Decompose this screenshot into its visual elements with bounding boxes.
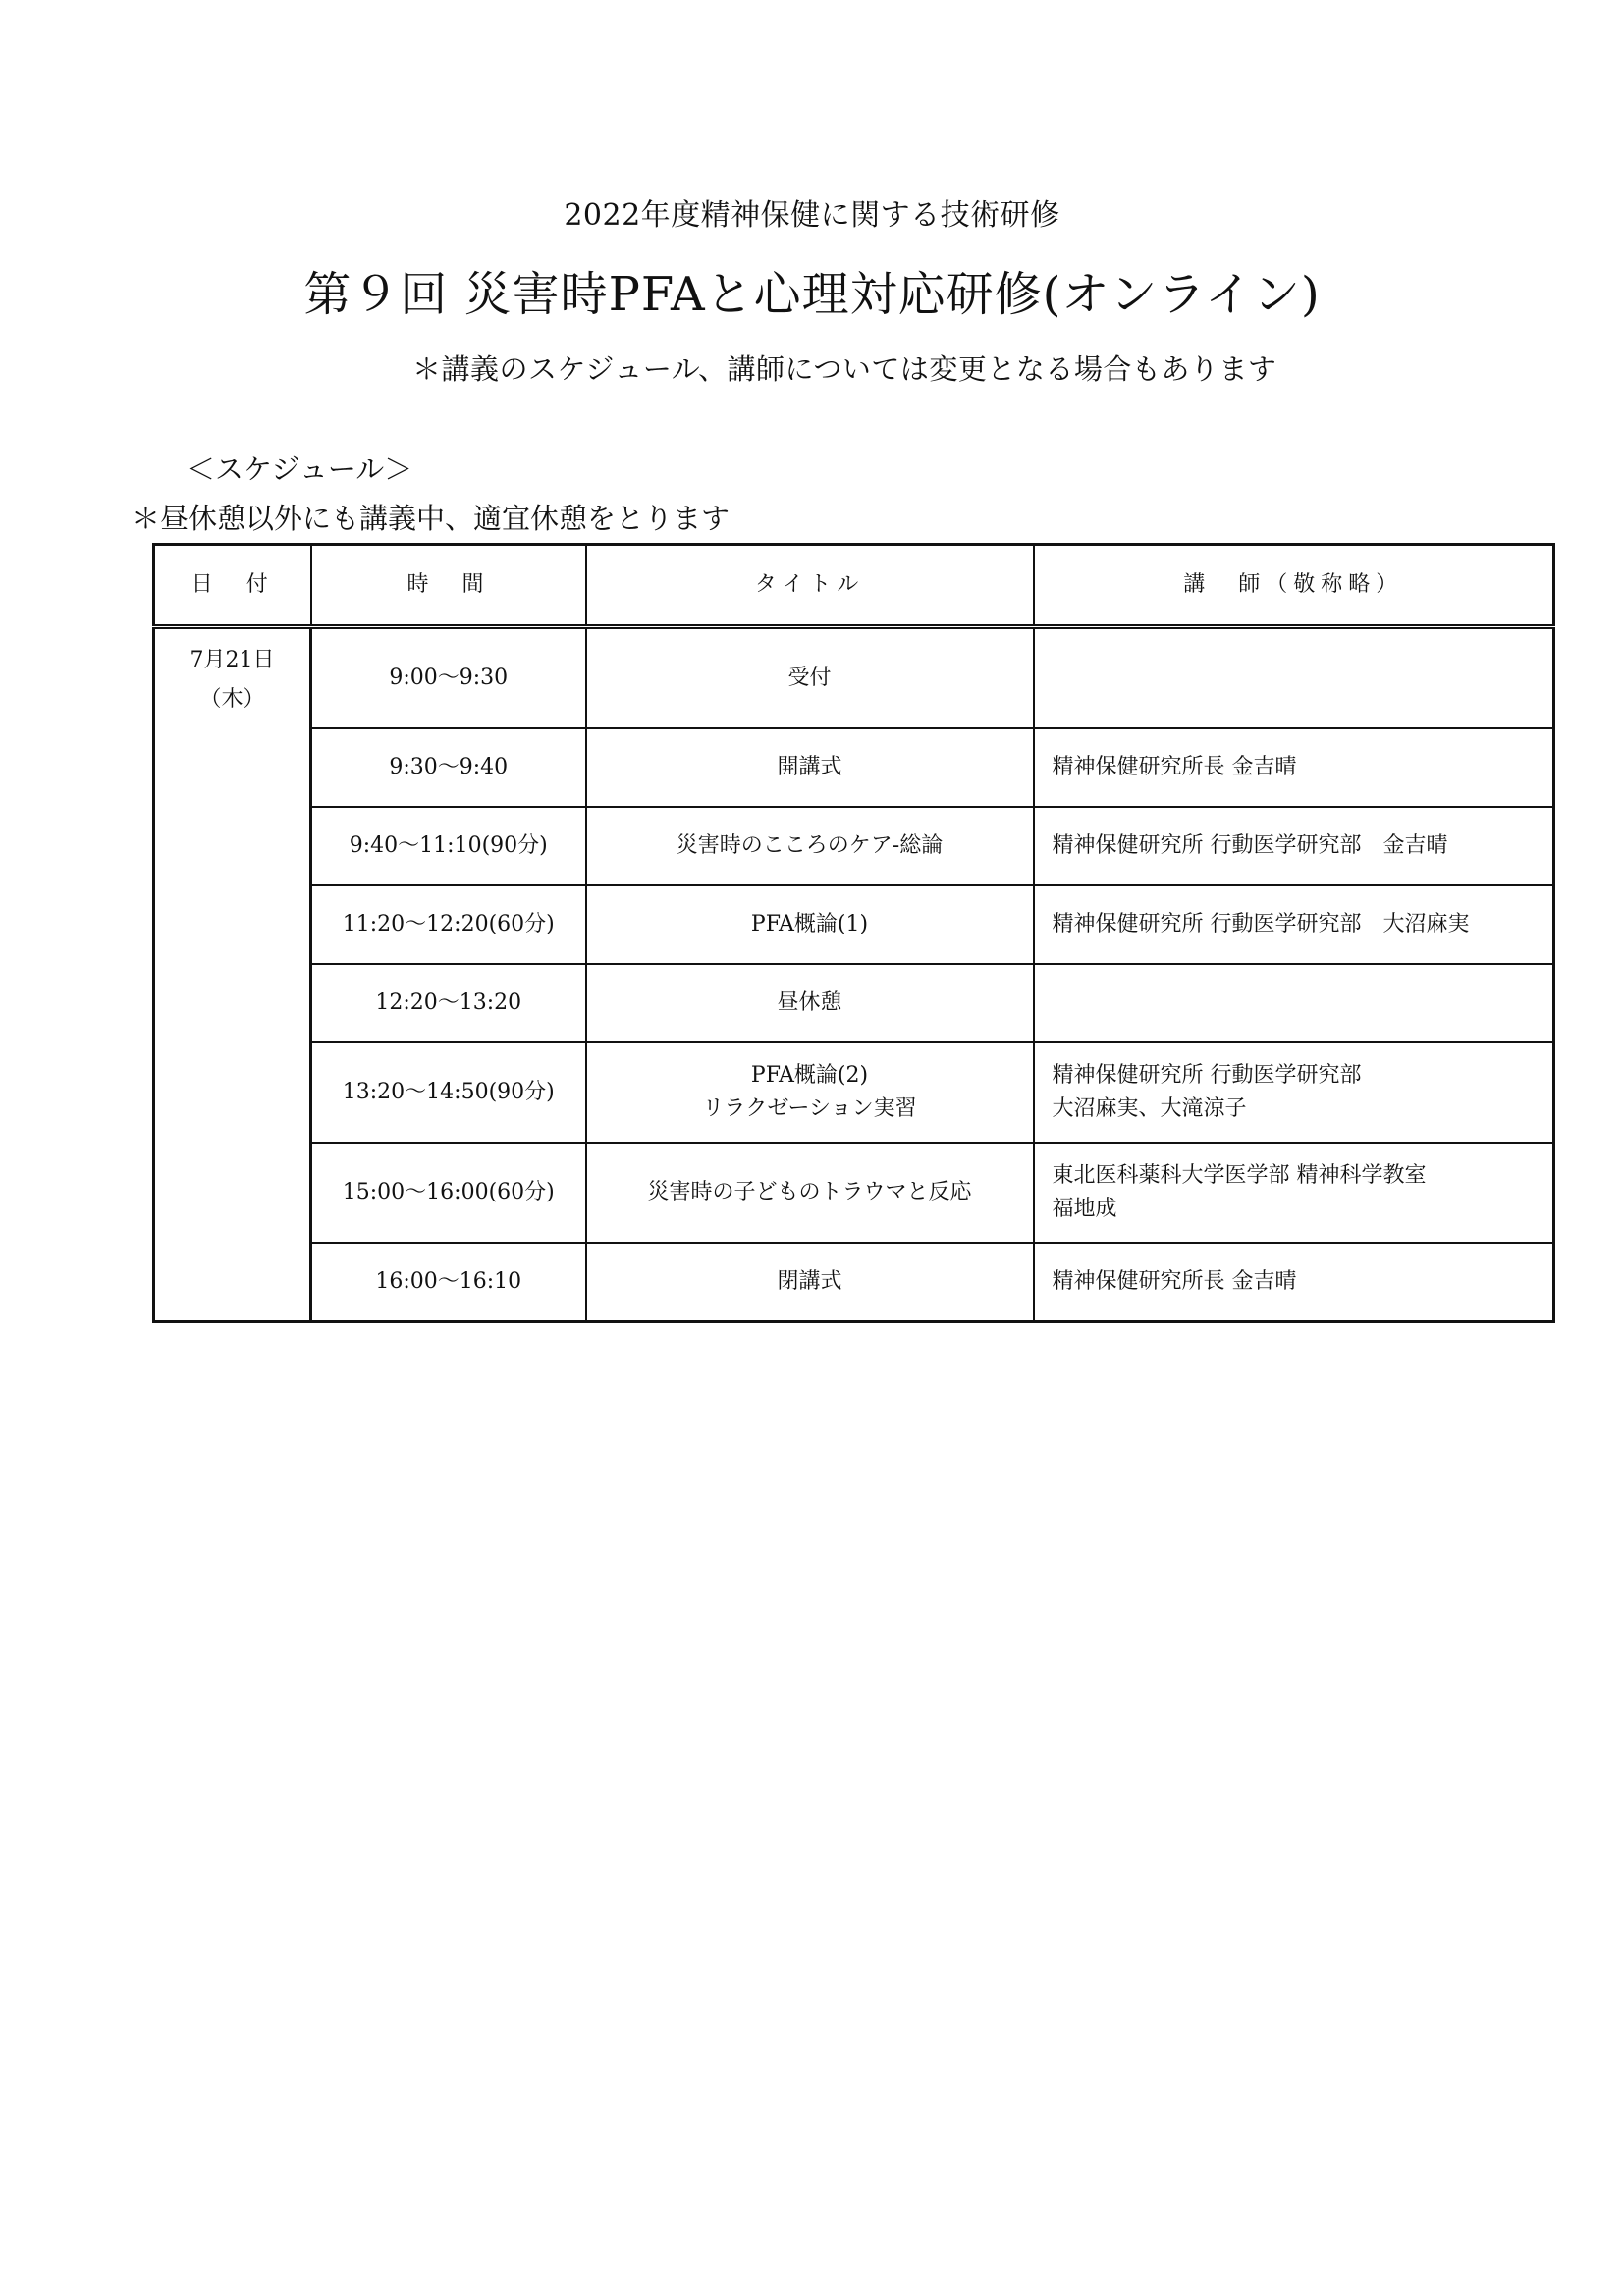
- lecturer-cell: [1034, 1042, 1554, 1143]
- table-row: [154, 1042, 1554, 1143]
- table-row: [154, 1143, 1554, 1243]
- table-row: [154, 807, 1554, 885]
- schedule-change-note: ＊講義のスケジュール、講師については変更となる場合もあります: [412, 352, 1277, 386]
- column-header-lecturer: 講 師（敬称略）: [1034, 545, 1554, 627]
- column-header-date: 日 付: [154, 545, 311, 627]
- training-series-subtitle: 2022年度精神保健に関する技術研修: [564, 198, 1060, 233]
- lecturer-line: 大沼麻実、大滝涼子: [1052, 1096, 1247, 1121]
- lecturer-cell: 精神保健研究所長 金吉晴: [1034, 728, 1554, 807]
- title-cell: 受付: [586, 627, 1034, 729]
- time-cell: 16:00～16:10: [311, 1243, 586, 1322]
- column-header-time: 時 間: [311, 545, 586, 627]
- time-cell: 15:00～16:00(60分): [311, 1143, 586, 1243]
- page-title: 第９回 災害時PFAと心理対応研修(オンライン): [303, 267, 1321, 322]
- title-cell: 災害時のこころのケア-総論: [586, 807, 1034, 885]
- schedule-table: [152, 543, 1555, 1323]
- table-header-row: [154, 545, 1554, 627]
- lecturer-cell: [1034, 964, 1554, 1042]
- date-value: 7月21日: [189, 648, 275, 672]
- lecturer-cell: 精神保健研究所 行動医学研究部 金吉晴: [1034, 807, 1554, 885]
- lecturer-line: 東北医科薬科大学医学部 精神科学教室: [1052, 1163, 1427, 1188]
- title-cell: 昼休憩: [586, 964, 1034, 1042]
- lecturer-cell: 精神保健研究所長 金吉晴: [1034, 1243, 1554, 1322]
- title-line: リラクゼーション実習: [702, 1096, 917, 1121]
- title-cell: 開講式: [586, 728, 1034, 807]
- title-cell: 災害時の子どものトラウマと反応: [586, 1143, 1034, 1243]
- lecturer-line: 福地成: [1052, 1197, 1117, 1221]
- column-header-title: タイトル: [586, 545, 1034, 627]
- table-row: [154, 885, 1554, 964]
- break-note: ＊昼休憩以外にも講義中、適宜休憩をとります: [132, 502, 731, 535]
- lecturer-cell: [1034, 627, 1554, 729]
- title-line: PFA概論(2): [750, 1063, 869, 1088]
- table-row: [154, 728, 1554, 807]
- table-row: [154, 964, 1554, 1042]
- lecturer-cell: 精神保健研究所 行動医学研究部 大沼麻実: [1034, 885, 1554, 964]
- title-cell: 閉講式: [586, 1243, 1034, 1322]
- date-cell: [154, 627, 311, 1322]
- title-cell: [586, 1042, 1034, 1143]
- time-cell: 12:20～13:20: [311, 964, 586, 1042]
- table-row: [154, 627, 1554, 729]
- table-row: [154, 1243, 1554, 1322]
- time-cell: 9:40～11:10(90分): [311, 807, 586, 885]
- weekday-value: （木）: [199, 687, 265, 712]
- time-cell: 13:20～14:50(90分): [311, 1042, 586, 1143]
- schedule-heading: ＜スケジュール＞: [187, 453, 413, 486]
- lecturer-line: 精神保健研究所 行動医学研究部: [1052, 1063, 1362, 1088]
- time-cell: 9:30～9:40: [311, 728, 586, 807]
- title-cell: PFA概論(1): [586, 885, 1034, 964]
- lecturer-cell: [1034, 1143, 1554, 1243]
- time-cell: 9:00～9:30: [311, 627, 586, 729]
- time-cell: 11:20～12:20(60分): [311, 885, 586, 964]
